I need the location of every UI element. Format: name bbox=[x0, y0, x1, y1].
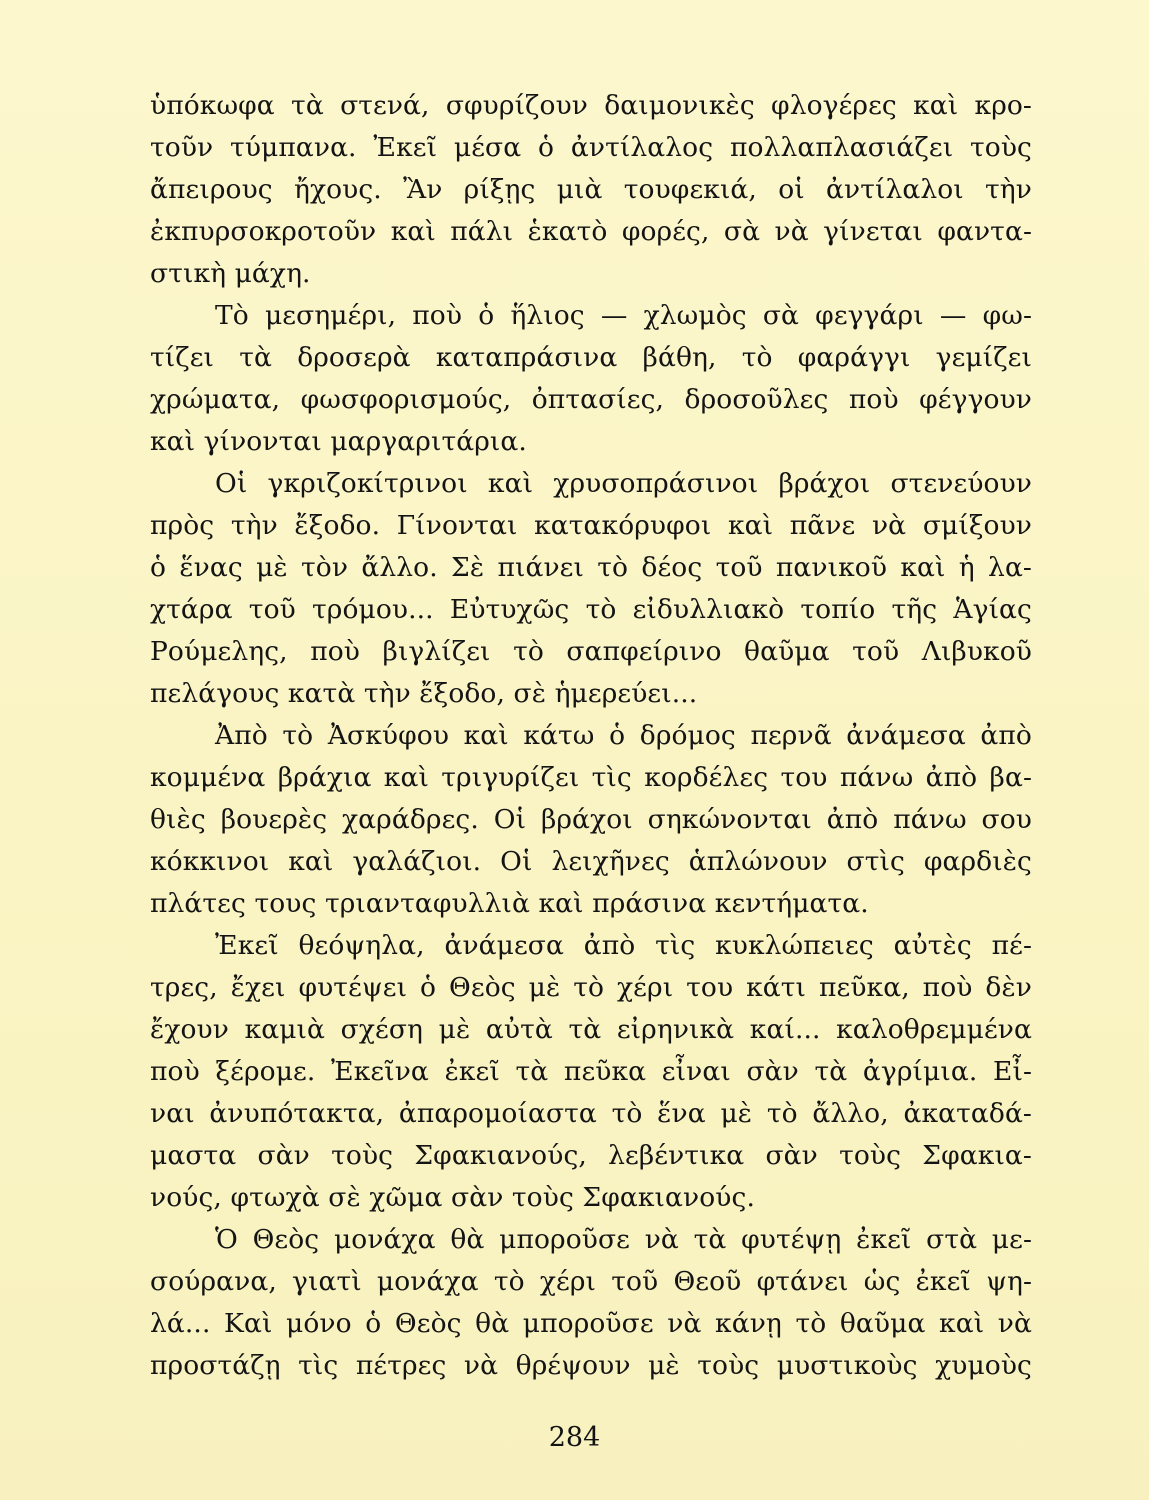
text-line: ὑπόκωφα τὰ στενά, σφυρίζουν δαιμονικὲς φλογέρες καὶ κρο- bbox=[150, 90, 1032, 121]
text-line: πρὸς τὴν ἔξοδο. Γίνονται κατακόρυφοι καὶ πᾶνε νὰ σμίξουν bbox=[150, 510, 1032, 541]
paragraph-first-line: Ἀπὸ τὸ Ἀσκύφου καὶ κάτω ὁ δρόμος περνᾶ ἀνάμεσα ἀπὸ bbox=[215, 720, 1032, 751]
text-line: λά... Καὶ μόνο ὁ Θεὸς θὰ μποροῦσε νὰ κάνῃ τὸ θαῦμα καὶ νὰ bbox=[150, 1308, 1032, 1339]
text-line: χρώματα, φωσφορισμούς, ὀπτασίες, δροσοῦλες ποὺ φέγγουν bbox=[150, 384, 1032, 415]
text-line: κόκκινοι καὶ γαλάζιοι. Οἱ λειχῆνες ἁπλώνουν στὶς φαρδιὲς bbox=[150, 846, 1032, 877]
text-line: προστάζῃ τὶς πέτρες νὰ θρέψουν μὲ τοὺς μυστικοὺς χυμοὺς bbox=[150, 1350, 1032, 1381]
text-line: θιὲς βουερὲς χαράδρες. Οἱ βράχοι σηκώνονται ἀπὸ πάνω σου bbox=[150, 804, 1032, 835]
paragraph-first-line: Ἐκεῖ θεόψηλα, ἀνάμεσα ἀπὸ τὶς κυκλώπειες αὐτὲς πέ- bbox=[215, 930, 1032, 961]
text-line: Ρούμελης, ποὺ βιγλίζει τὸ σαπφείρινο θαῦμα τοῦ Λιβυκοῦ bbox=[150, 636, 1032, 667]
text-line: ἐκπυρσοκροτοῦν καὶ πάλι ἑκατὸ φορές, σὰ νὰ γίνεται φαντα- bbox=[150, 216, 1032, 247]
paragraph-first-line: Οἱ γκριζοκίτρινοι καὶ χρυσοπράσινοι βράχοι στενεύουν bbox=[215, 468, 1032, 499]
page-number: 284 bbox=[548, 1422, 601, 1453]
text-line: ἔχουν καμιὰ σχέση μὲ αὐτὰ τὰ εἰρηνικὰ καί... καλοθρεμμένα bbox=[150, 1014, 1032, 1045]
text-line: ὁ ἕνας μὲ τὸν ἄλλο. Σὲ πιάνει τὸ δέος τοῦ πανικοῦ καὶ ἡ λα- bbox=[150, 552, 1032, 583]
text-line: κομμένα βράχια καὶ τριγυρίζει τὶς κορδέλες του πάνω ἀπὸ βα- bbox=[150, 762, 1032, 793]
text-line: νούς, φτωχὰ σὲ χῶμα σὰν τοὺς Σφακιανούς. bbox=[150, 1182, 755, 1213]
text-line: ναι ἀνυπότακτα, ἀπαρομοίαστα τὸ ἕνα μὲ τὸ ἄλλο, ἀκαταδά- bbox=[150, 1098, 1032, 1129]
paragraph-first-line: Τὸ μεσημέρι, ποὺ ὁ ἥλιος — χλωμὸς σὰ φεγγάρι — φω- bbox=[215, 300, 1032, 331]
text-line: πλάτες τους τριανταφυλλιὰ καὶ πράσινα κεντήματα. bbox=[150, 888, 869, 919]
text-line: τοῦν τύμπανα. Ἐκεῖ μέσα ὁ ἀντίλαλος πολλαπλασιάζει τοὺς bbox=[150, 132, 1032, 163]
text-line: ποὺ ξέρομε. Ἐκεῖνα ἐκεῖ τὰ πεῦκα εἶναι σὰν τὰ ἀγρίμια. Εἶ- bbox=[150, 1056, 1032, 1087]
text-line: ἄπειρους ἤχους. Ἂν ρίξῃς μιὰ τουφεκιά, οἱ ἀντίλαλοι τὴν bbox=[150, 174, 1032, 205]
text-line: πελάγους κατὰ τὴν ἔξοδο, σὲ ἡμερεύει... bbox=[150, 678, 698, 709]
text-line: στικὴ μάχη. bbox=[150, 258, 311, 289]
text-line: τρες, ἔχει φυτέψει ὁ Θεὸς μὲ τὸ χέρι του κάτι πεῦκα, ποὺ δὲν bbox=[150, 972, 1032, 1003]
text-line: μαστα σὰν τοὺς Σφακιανούς, λεβέντικα σὰν τοὺς Σφακια- bbox=[150, 1140, 1032, 1171]
text-line: σούρανα, γιατὶ μονάχα τὸ χέρι τοῦ Θεοῦ φτάνει ὡς ἐκεῖ ψη- bbox=[150, 1266, 1032, 1297]
text-line: χτάρα τοῦ τρόμου... Εὐτυχῶς τὸ εἰδυλλιακὸ τοπίο τῆς Ἁγίας bbox=[150, 594, 1032, 625]
text-line: τίζει τὰ δροσερὰ καταπράσινα βάθη, τὸ φαράγγι γεμίζει bbox=[150, 342, 1032, 373]
paragraph-first-line: Ὁ Θεὸς μονάχα θὰ μποροῦσε νὰ τὰ φυτέψῃ ἐκεῖ στὰ με- bbox=[215, 1224, 1032, 1255]
text-line: καὶ γίνονται μαργαριτάρια. bbox=[150, 426, 527, 457]
